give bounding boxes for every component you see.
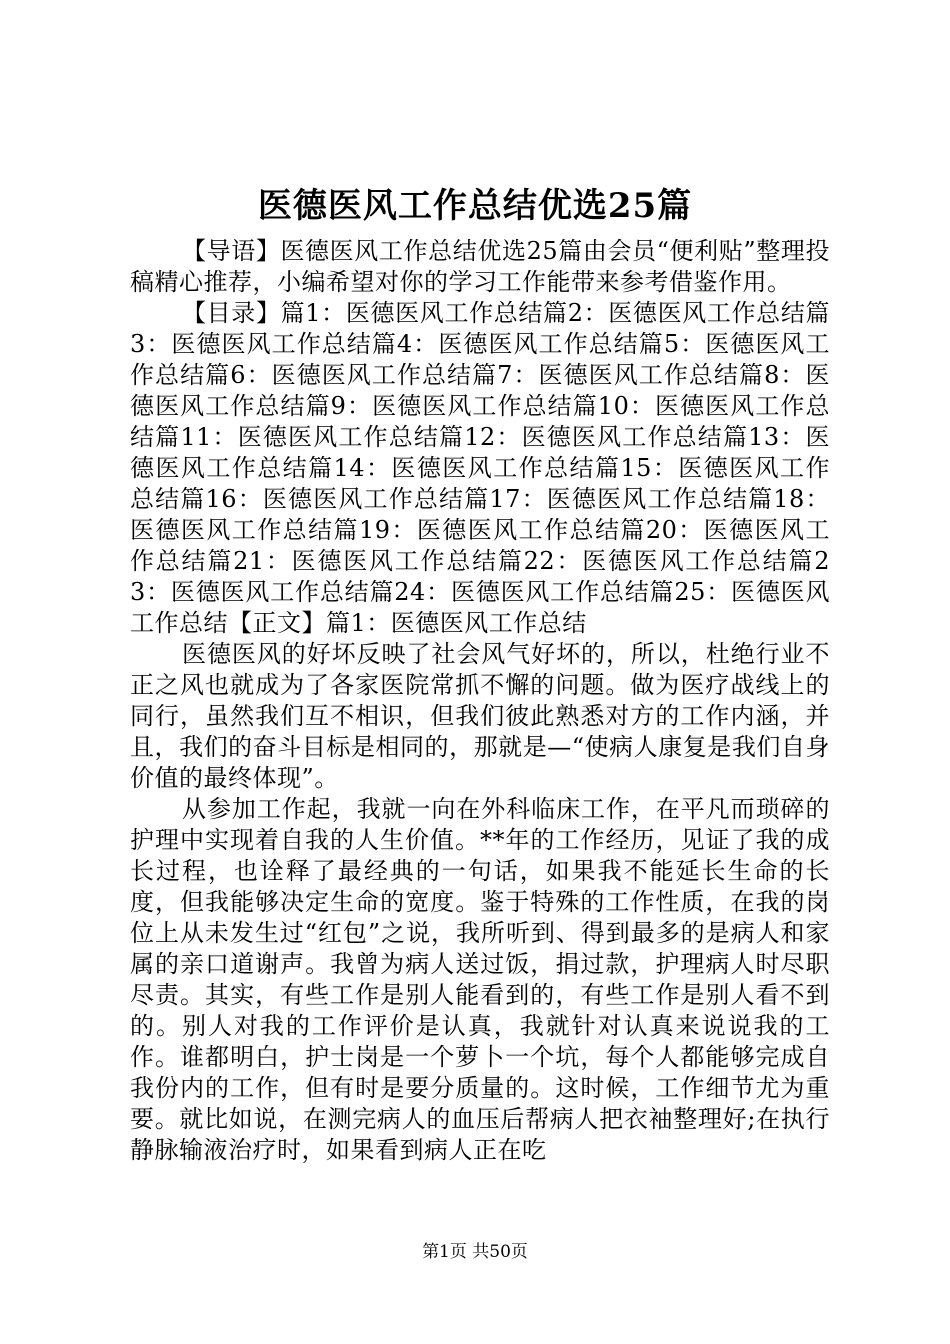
intro-paragraph: 【导语】医德医风工作总结优选25篇由会员“便利贴”整理投稿精心推荐，小编希望对你的学习工作能带来参考借鉴作用。	[130, 237, 830, 296]
contents-paragraph: 【目录】篇1：医德医风工作总结篇2：医德医风工作总结篇3：医德医风工作总结篇4：医德医风工作总结篇5：医德医风工作总结篇6：医德医风工作总结篇7：医德医风工作总结篇8：医德医风工作总结篇9：医德医风工作总结篇10：医德医风工作总结篇11：医德医风工作总结篇12：医德医风工作总结篇13：医德医风工作总结篇14：医德医风工作总结篇15：医德医风工作总结篇16：医德医风工作总结篇17：医德医风工作总结篇18：医德医风工作总结篇19：医德医风工作总结篇20：医德医风工作总结篇21：医德医风工作总结篇22：医德医风工作总结篇23：医德医风工作总结篇24：医德医风工作总结篇25：医德医风工作总结【正文】篇1：医德医风工作总结	[130, 299, 830, 637]
document-title: 医德医风工作总结优选25篇	[257, 186, 693, 226]
page-footer: 第1页 共50页	[422, 1242, 528, 1262]
body-paragraph: 医德医风的好坏反映了社会风气好坏的，所以，杜绝行业不正之风也就成为了各家医院常抓不懈的问题。做为医疗战线上的同行，虽然我们互不相识，但我们彼此熟悉对方的工作内涵，并且，我们的奋斗目标是相同的，那就是—“使病人康复是我们自身价值的最终体现”。	[130, 640, 830, 792]
body-paragraph: 从参加工作起，我就一向在外科临床工作，在平凡而琐碎的护理中实现着自我的人生价值。**年的工作经历，见证了我的成长过程，也诠释了最经典的一句话，如果我不能延长生命的长度，但我能够决定生命的宽度。鉴于特殊的工作性质，在我的岗位上从未发生过“红包”之说，我所听到、得到最多的是病人和家属的亲口道谢声。我曾为病人送过饭，捐过款，护理病人时尽职尽责。其实，有些工作是别人能看到的，有些工作是别人看不到的。别人对我的工作评价是认真，我就针对认真来说说我的工作。谁都明白，护士岗是一个萝卜一个坑，每个人都能够完成自我份内的工作，但有时是要分质量的。这时候，工作细节尤为重要。就比如说，在测完病人的血压后帮病人把衣袖整理好;在执行静脉输液治疗时，如果看到病人正在吃	[130, 795, 830, 1164]
document-body	[130, 236, 830, 1166]
